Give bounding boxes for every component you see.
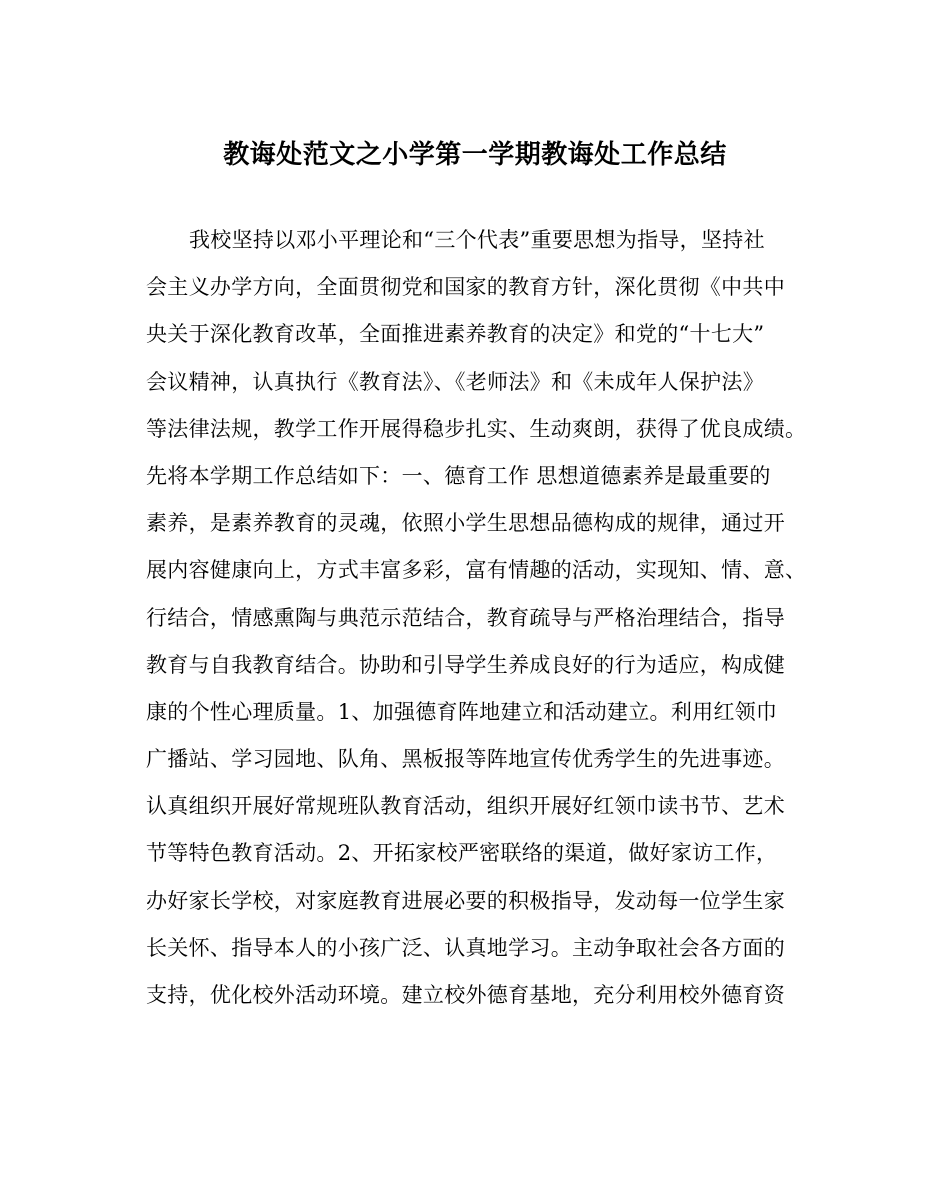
body-line: 会主义办学方向，全面贯彻党和国家的教育方针，深化贯彻《中共中 [146, 275, 785, 300]
body-line: 展内容健康向上，方式丰富多彩，富有情趣的活动，实现知、情、意、 [146, 558, 807, 583]
body-line: 长关怀、指导本人的小孩广泛、认真地学习。主动争取社会各方面的 [146, 935, 785, 960]
body-line: 办好家长学校，对家庭教育进展必要的积极指导，发动每一位学生家 [146, 888, 785, 913]
body-line: 等法律法规，教学工作开展得稳步扎实、生动爽朗，获得了优良成绩。 [146, 416, 807, 441]
body-line: 教育与自我教育结合。协助和引导学生养成良好的行为适应，构成健 [146, 652, 785, 677]
body-line: 我校坚持以邓小平理论和“三个代表”重要思想为指导，坚持社 [189, 228, 765, 252]
body-line: 认真组织开展好常规班队教育活动，组织开展好红领巾读书节、艺术 [146, 794, 785, 819]
body-line: 节等特色教育活动。2、开拓家校严密联络的渠道，做好家访工作， [146, 841, 778, 866]
document-body [146, 222, 826, 1024]
body-line: 行结合，情感熏陶与典范示范结合，教育疏导与严格治理结合，指导 [146, 605, 785, 630]
body-line: 素养，是素养教育的灵魂，依照小学生思想品德构成的规律，通过开 [146, 511, 785, 536]
body-line: 康的个性心理质量。1、加强德育阵地建立和活动建立。利用红领巾 [146, 699, 778, 724]
body-line: 支持，优化校外活动环境。建立校外德育基地，充分利用校外德育资 [146, 983, 785, 1007]
document-title: 教诲处范文之小学第一学期教诲处工作总结 [223, 140, 727, 170]
body-line: 先将本学期工作总结如下：一、德育工作 思想道德素养是最重要的 [146, 463, 771, 488]
body-line: 会议精神，认真执行《教育法》、《老师法》和《未成年人保护法》 [146, 369, 764, 394]
body-line: 广播站、学习园地、队角、黑板报等阵地宣传优秀学生的先进事迹。 [146, 747, 785, 772]
body-line: 央关于深化教育改革，全面推进素养教育的决定》和党的“十七大” [146, 322, 765, 347]
